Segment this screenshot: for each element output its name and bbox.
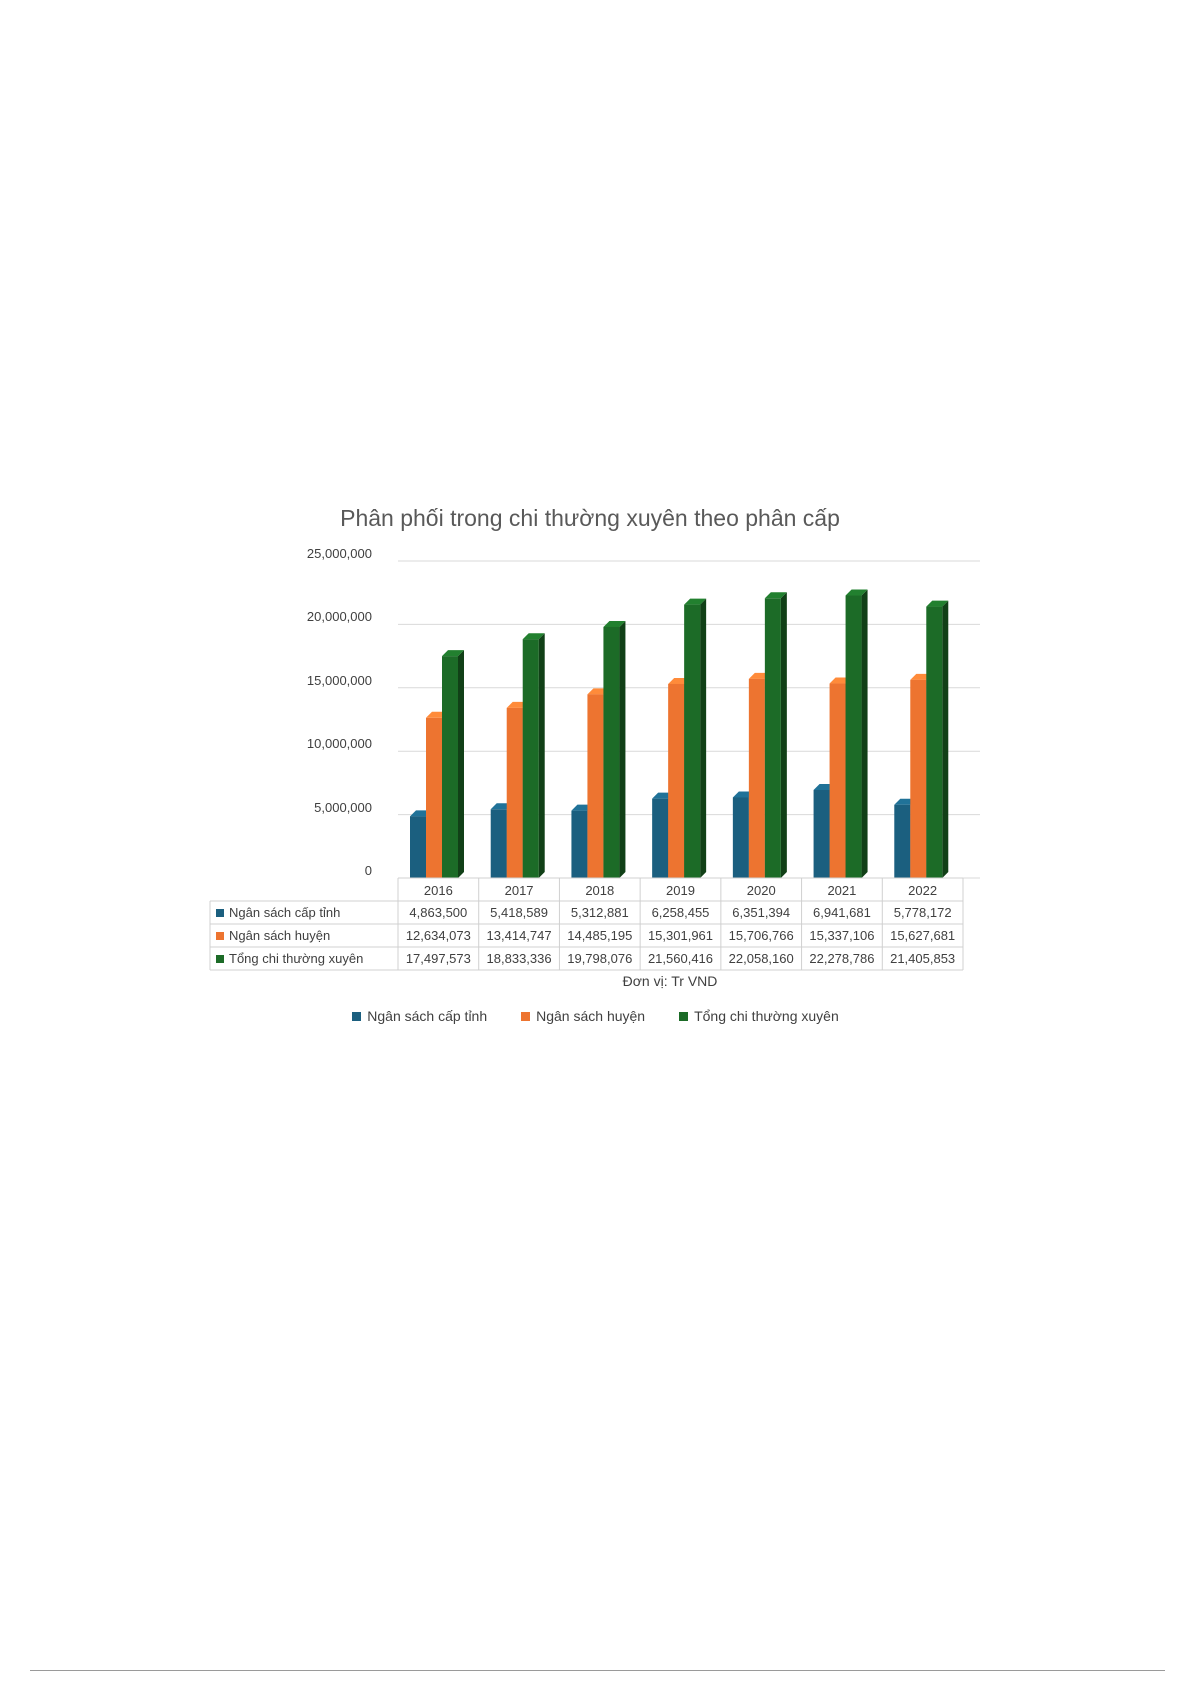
bar-side [700,599,706,878]
data-label: 6,941,681 [813,905,871,920]
data-label: 6,351,394 [732,905,791,920]
table-legend-swatch [216,955,224,963]
bar [733,797,749,878]
legend-label: Tổng chi thường xuyên [694,1008,839,1024]
data-label: 19,798,076 [567,951,633,966]
bar [814,790,830,878]
data-label: 22,278,786 [809,951,875,966]
bar [507,708,523,878]
bar [749,679,765,878]
y-tick-label: 20,000,000 [306,609,372,625]
bar [652,799,668,878]
x-tick-label: 2021 [827,883,857,898]
x-tick-label: 2022 [908,883,938,898]
data-label: 21,405,853 [890,951,956,966]
page-footer-divider [30,1670,1165,1671]
bar-side [619,621,625,878]
x-tick-label: 2019 [666,883,695,898]
bar [926,607,942,878]
data-label: 12,634,073 [405,928,471,943]
data-label: 13,414,747 [486,928,552,943]
bar [684,605,700,878]
data-label: 15,337,106 [809,928,875,943]
bar [571,811,587,878]
bar [523,639,539,878]
data-label: 21,560,416 [647,951,714,966]
legend-swatch [352,1012,361,1021]
x-tick-label: 2020 [746,883,776,898]
bar [846,596,862,878]
table-legend-swatch [216,909,224,917]
legend-label: Ngân sách huyện [536,1008,646,1024]
bar [910,680,926,878]
data-label: 5,778,172 [893,905,952,920]
unit-label: Đơn vị: Tr VND [622,973,718,989]
bar-side [539,633,545,878]
chart-title: Phân phối trong chi thường xuyên theo phân cấp [340,505,840,531]
y-tick-label: 0 [364,863,372,878]
bar [426,718,442,878]
data-label: 15,706,766 [728,928,794,943]
data-label: 6,258,455 [651,905,710,920]
y-tick-label: 5,000,000 [314,799,372,815]
bar [668,684,684,878]
x-tick-label: 2018 [585,883,615,898]
bar-side [458,650,464,878]
bar [830,684,846,878]
data-label: 14,485,195 [567,928,633,943]
data-label: 5,418,589 [490,905,548,920]
chart-legend [0,1008,1191,1024]
legend-item [679,1008,839,1024]
bar [442,656,458,878]
bar-side [942,601,948,878]
bar [894,805,910,878]
x-tick-label: 2016 [423,883,453,898]
legend-label: Ngân sách cấp tỉnh [367,1008,488,1024]
bar-side [781,592,787,878]
data-label: 15,627,681 [890,928,956,943]
bar-side [862,590,868,878]
data-label: 15,301,961 [647,928,714,943]
bar [491,809,507,878]
bar [765,598,781,878]
legend-swatch [679,1012,688,1021]
y-tick-label: 10,000,000 [306,736,372,752]
data-label: 17,497,573 [405,951,471,966]
bar [603,627,619,878]
table-series-name: Tổng chi thường xuyên [229,951,364,966]
data-label: 18,833,336 [486,951,552,966]
table-legend-swatch [216,932,224,940]
data-label: 5,312,881 [570,905,629,920]
y-tick-label: 15,000,000 [306,672,372,688]
bar [410,816,426,878]
y-tick-label: 25,000,000 [306,546,372,561]
x-tick-label: 2017 [504,883,534,898]
table-series-name: Ngân sách cấp tỉnh [229,905,341,920]
table-series-name: Ngân sách huyện [229,928,331,943]
legend-item [521,1008,645,1024]
legend-item [352,1008,487,1024]
data-label: 22,058,160 [728,951,794,966]
legend-swatch [521,1012,530,1021]
bar [587,694,603,878]
data-label: 4,863,500 [409,905,468,920]
